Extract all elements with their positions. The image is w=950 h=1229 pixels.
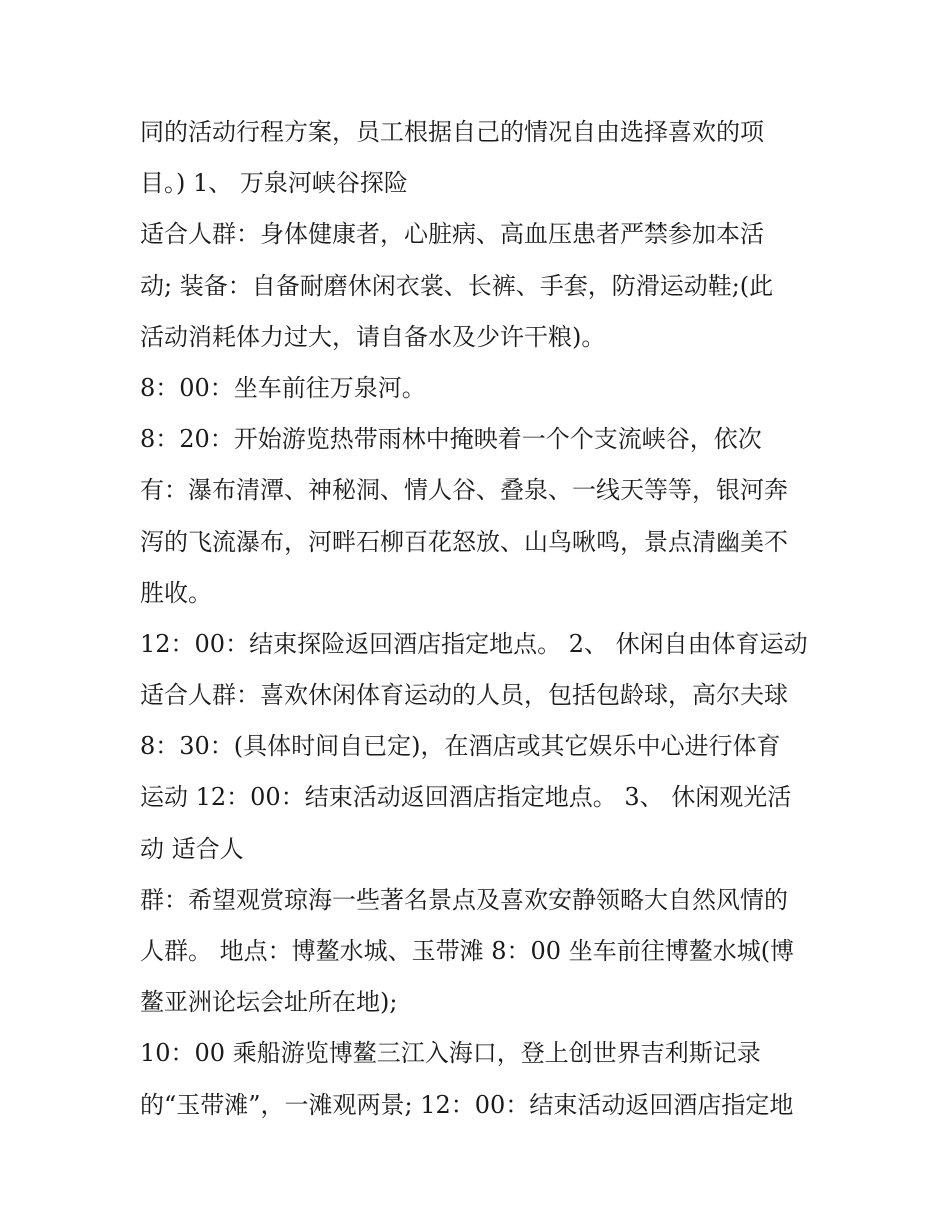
text-line: 10：00 乘船游览博鳌三江入海口，登上创世界吉利斯记录 (140, 1039, 761, 1068)
text-line: 泻的飞流瀑布，河畔石柳百花怒放、山鸟啾鸣，景点清幽美不 (140, 527, 788, 556)
text-line: 胜收。 (140, 578, 212, 607)
text-line: 人群。 地点：博鳌水城、玉带滩 8：00 坐车前往博鳌水城(博 (140, 937, 795, 965)
text-line: 适合人群：喜欢休闲体育运动的人员，包括包龄球，高尔夫球 (140, 681, 788, 710)
text-line: 适合人群：身体健康者，心脏病、高血压患者严禁参加本活 (140, 220, 764, 249)
document-body (140, 107, 830, 1131)
text-line: 群：希望观赏琼海一些著名景点及喜欢安静领略大自然风情的 (140, 885, 788, 914)
text-line: 动 适合人 (140, 834, 244, 863)
text-line: 目。) 1、 万泉河峡谷探险 (140, 169, 408, 198)
text-line: 的“玉带滩”，一滩观两景; 12：00：结束活动返回酒店指定地 (140, 1090, 794, 1119)
text-line: 活动消耗体力过大，请自备水及少许干粮)。 (140, 322, 606, 351)
text-line: 动; 装备：自备耐磨休闲衣裳、长裤、手套，防滑运动鞋;(此 (140, 271, 774, 300)
text-line: 8：30：(具体时间自已定)，在酒店或其它娱乐中心进行体育 (140, 732, 781, 761)
text-line: 同的活动行程方案，员工根据自己的情况自由选择喜欢的项 (140, 118, 764, 146)
text-line: 运动 12：00：结束活动返回酒店指定地点。 3、 休闲观光活 (140, 783, 792, 812)
text-line: 鳌亚洲论坛会址所在地); (140, 988, 398, 1017)
text-line: 12：00：结束探险返回酒店指定地点。 2、 休闲自由体育运动 (140, 629, 808, 658)
text-line: 8：20：开始游览热带雨林中掩映着一个个支流峡谷，依次 (140, 425, 762, 454)
text-line: 8：00：坐车前往万泉河。 (140, 373, 426, 402)
text-line: 有：瀑布清潭、神秘洞、情人谷、叠泉、一线天等等，银河奔 (140, 476, 788, 505)
